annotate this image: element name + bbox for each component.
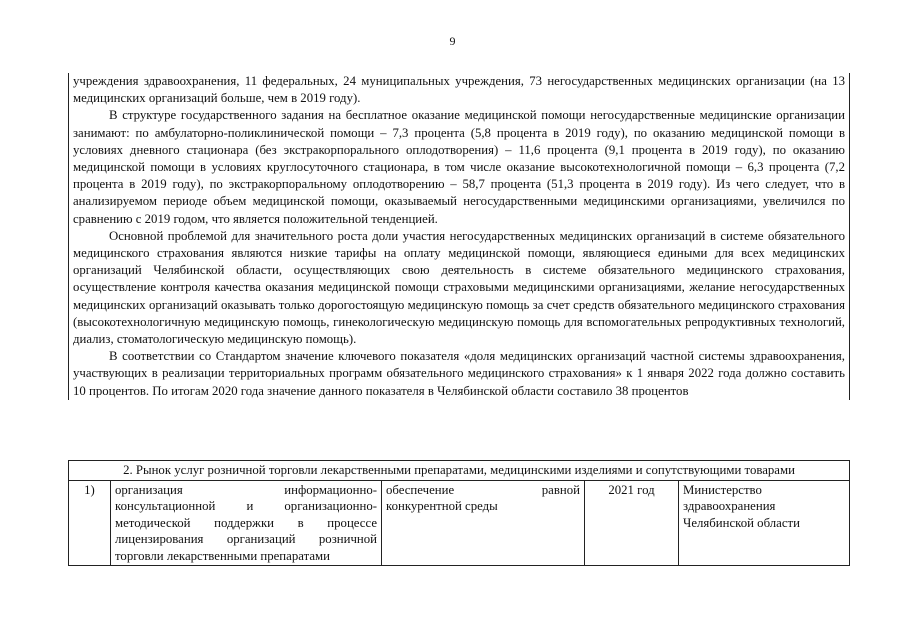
measure-cell: организация информационно-консультационной и организационно-методической поддержки в процессе лицензирования организаций розничной торговли лекарственными препаратами — [111, 480, 382, 566]
table-section-header-row — [69, 461, 850, 481]
section-title: 2. Рынок услуг розничной торговли лекарственными препаратами, медицинскими изделиями и сопутствующими товарами — [69, 461, 850, 481]
row-number: 1) — [69, 480, 111, 566]
measures-table — [68, 460, 850, 566]
table-row — [69, 480, 850, 566]
paragraph-2: В структуре государственного задания на бесплатное оказание медицинской помощи негосударственные медицинские организации занимают: по амбулаторно-поликлинической помощи – 7,3 процента (5,8 процента в 2019 году), по оказанию медицинской помощи в условиях дневного стационара (без экстракорпорального оплодотворения) – 11,6 процента (9,1 процента в 2019 году), по оказанию медицинской помощи в условиях круглосуточного стационара, в том числе оказание высокотехнологичной помощи – 6,3 процента (7,2 процента в 2019 году), по экстракорпоральному оплодотворению – 58,7 процента (51,3 процента в 2019 году). Из чего следует, что в анализируемом периоде объем медицинской помощи, оказываемый негосударственными медицинскими организациями, увеличился по сравнению с 2019 годом, что является положительной тенденцией. — [73, 108, 845, 226]
paragraph-1: учреждения здравоохранения, 11 федеральных, 24 муниципальных учреждения, 73 негосударственных медицинских организации (на 13 медицинских организаций больше, чем в 2019 году). — [73, 74, 845, 106]
responsible-cell: Министерство здравоохранения Челябинской области — [679, 480, 850, 566]
paragraph-3: Основной проблемой для значительного роста доли участия негосударственных медицинских организаций в системе обязательного медицинского страхования являются низкие тарифы на оплату медицинской помощи, являющиеся едиными для всех медицинских организаций Челябинской области, осуществляющих свою деятельность в системе обязательного медицинского страхования, осуществление контроля качества оказания медицинской помощи страховыми медицинскими организациями, желание негосударственных медицинских организаций оказывать только дорогостоящую медицинскую помощь за счет средств обязательного медицинского страхования (высокотехнологичную медицинскую помощь, гинекологическую медицинскую помощь для вспомогательных репродуктивных технологий, диализ, стоматологическую медицинскую помощь). — [73, 228, 845, 347]
document-body — [69, 73, 849, 400]
paragraph-4: В соответствии со Стандартом значение ключевого показателя «доля медицинских организаций частной системы здравоохранения, участвующих в реализации территориальных программ обязательного медицинского страхования» к 1 января 2022 года должно составить 10 процентов. По итогам 2020 года значение данного показателя в Челябинской области составило 38 процентов — [73, 349, 845, 398]
page-number: 9 — [449, 34, 456, 48]
goal-rest: конкурентной среды — [386, 499, 498, 513]
goal-word-2: равной — [541, 482, 580, 497]
goal-cell — [382, 480, 585, 566]
year-cell: 2021 год — [585, 480, 679, 566]
goal-word-1: обеспечение — [386, 482, 455, 497]
document-text-frame — [68, 73, 850, 400]
